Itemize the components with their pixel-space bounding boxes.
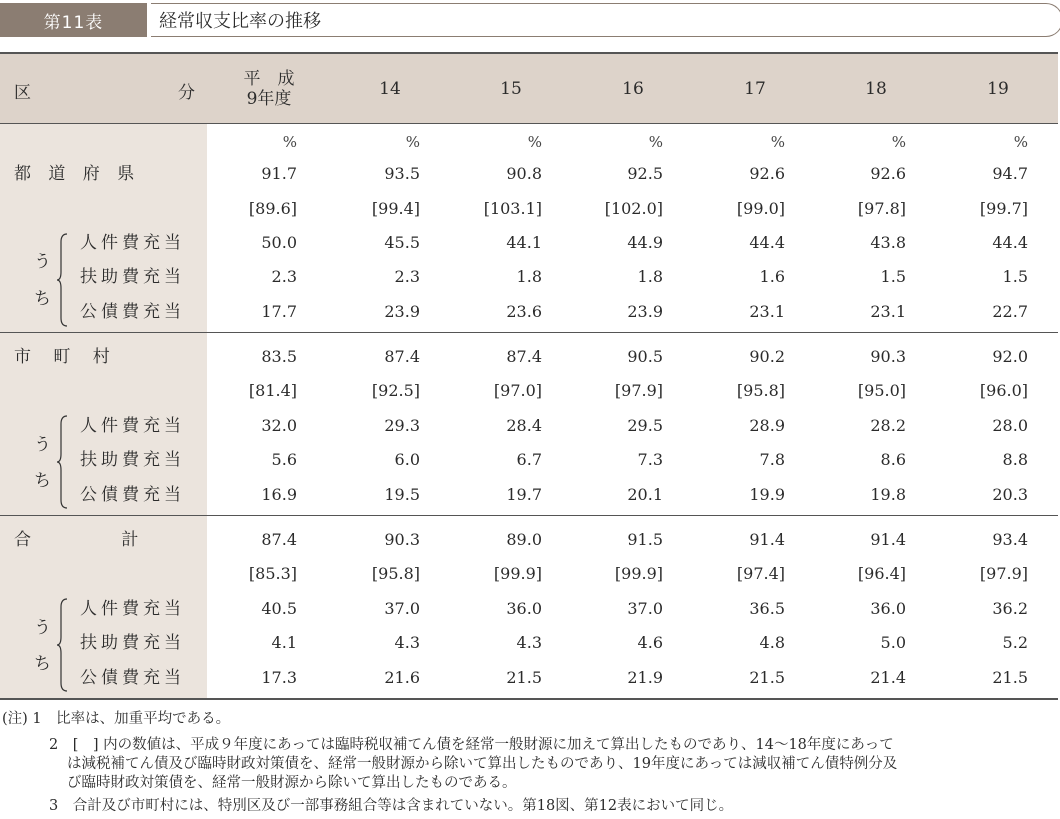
table-cell: 21.6 — [384, 668, 420, 687]
table-cell: 92.6 — [870, 164, 906, 183]
table-cell: [96.4] — [857, 564, 906, 583]
table-cell: [102.0] — [604, 199, 663, 218]
note-line: 2 [ ] 内の数値は、平成９年度にあっては臨時税収補てん債を経常一般財源に加えて算出したものであり、14〜18年度にあって — [49, 737, 894, 753]
header-col-19: 19 — [987, 79, 1009, 99]
table-cell: 92.5 — [627, 164, 663, 183]
unit-label: % — [1013, 133, 1028, 151]
table-cell: 90.8 — [506, 164, 542, 183]
table-cell: 21.5 — [992, 668, 1028, 687]
row-label: 市 町 村 — [14, 347, 110, 367]
table-cell: 5.0 — [880, 633, 906, 652]
table-cell: 90.3 — [384, 530, 420, 549]
note-line: は減税補てん債及び臨時財政対策債を、経常一般財源から除いて算出したものであり、19年度にあっては減収補てん債特例分及 — [67, 756, 898, 772]
table-cell: 92.6 — [749, 164, 785, 183]
row-label: 都 道 府 県 — [14, 164, 141, 184]
table-cell: 28.2 — [870, 416, 906, 435]
header-col-18: 18 — [865, 79, 887, 99]
unit-row — [0, 127, 1058, 157]
table-cell: 4.8 — [759, 633, 785, 652]
table-cell: 4.3 — [394, 633, 420, 652]
table-cell: [99.9] — [614, 564, 663, 583]
table-cell: 91.4 — [749, 530, 785, 549]
unit-label: % — [648, 133, 663, 151]
unit-label: % — [527, 133, 542, 151]
table-cell: 87.4 — [384, 347, 420, 366]
sub-row-label: 扶助費充当 — [80, 267, 185, 287]
group-divider — [0, 515, 1058, 516]
table-row-bracket — [0, 374, 1058, 408]
table-cell: 21.5 — [506, 668, 542, 687]
table-title-bar — [0, 3, 1056, 37]
table-cell: 91.7 — [261, 164, 297, 183]
header-col-17: 17 — [744, 79, 766, 99]
unit-label: % — [282, 133, 297, 151]
table-cell: 28.4 — [506, 416, 542, 435]
table-cell: 1.6 — [759, 267, 785, 286]
table-row-sub — [0, 592, 1058, 626]
table-row-municipalities — [0, 340, 1058, 374]
header-col-h9: 平 成 9年度 — [243, 69, 295, 109]
table-row-sub — [0, 260, 1058, 294]
table-cell: 32.0 — [261, 416, 297, 435]
table-cell: 8.8 — [1002, 450, 1028, 469]
table-cell: 91.4 — [870, 530, 906, 549]
table-cell: 29.3 — [384, 416, 420, 435]
table-cell: [99.9] — [493, 564, 542, 583]
table-cell: [97.0] — [493, 381, 542, 400]
table-cell: 36.0 — [870, 599, 906, 618]
table-cell: 1.8 — [637, 267, 663, 286]
table-row-sub — [0, 626, 1058, 660]
table-cell: 21.4 — [870, 668, 906, 687]
table-cell: [99.0] — [736, 199, 785, 218]
header-stub-right: 分 — [178, 83, 195, 103]
table-cell: 8.6 — [880, 450, 906, 469]
table-cell: 44.9 — [627, 233, 663, 252]
sub-row-label: 公債費充当 — [80, 485, 185, 505]
table-row-sub — [0, 409, 1058, 443]
unit-label: % — [770, 133, 785, 151]
table-cell: 93.4 — [992, 530, 1028, 549]
table-cell: 23.9 — [384, 302, 420, 321]
sub-row-label: 扶助費充当 — [80, 450, 185, 470]
table-cell: [97.9] — [979, 564, 1028, 583]
table-cell: [89.6] — [248, 199, 297, 218]
row-label: 合 計 — [14, 530, 139, 550]
header-col-16: 16 — [622, 79, 644, 99]
table-cell: 23.1 — [870, 302, 906, 321]
table-cell: 87.4 — [506, 347, 542, 366]
table-cell: 90.5 — [627, 347, 663, 366]
table-cell: 1.5 — [880, 267, 906, 286]
header-col-14: 14 — [379, 79, 401, 99]
table-cell: 7.8 — [759, 450, 785, 469]
uchi-label: ち — [34, 654, 51, 674]
group-divider — [0, 332, 1058, 333]
table-cell: 22.7 — [992, 302, 1028, 321]
table-cell: 45.5 — [384, 233, 420, 252]
table-cell: [95.8] — [736, 381, 785, 400]
table-row-sub — [0, 478, 1058, 512]
table-cell: 92.0 — [992, 347, 1028, 366]
table-cell: 44.4 — [992, 233, 1028, 252]
table-cell: 16.9 — [261, 485, 297, 504]
table-cell: 20.1 — [627, 485, 663, 504]
sub-row-label: 人件費充当 — [80, 599, 185, 619]
table-title: 経常収支比率の推移 — [151, 3, 1060, 37]
table-cell: 6.7 — [516, 450, 542, 469]
table-cell: [85.3] — [248, 564, 297, 583]
table-cell: 90.3 — [870, 347, 906, 366]
table-cell: 21.5 — [749, 668, 785, 687]
table-cell: 19.9 — [749, 485, 785, 504]
table-cell: 43.8 — [870, 233, 906, 252]
table-cell: 28.0 — [992, 416, 1028, 435]
table-cell: [99.4] — [371, 199, 420, 218]
table-cell: 19.5 — [384, 485, 420, 504]
sub-row-label: 人件費充当 — [80, 233, 185, 253]
table-cell: 23.9 — [627, 302, 663, 321]
table-number-tag: 第11表 — [0, 3, 147, 37]
table-cell: 2.3 — [271, 267, 297, 286]
table-cell: [81.4] — [248, 381, 297, 400]
table-cell: 40.5 — [261, 599, 297, 618]
table-cell: 91.5 — [627, 530, 663, 549]
table-row-bracket — [0, 192, 1058, 226]
uchi-label: う — [34, 252, 51, 272]
unit-label: % — [891, 133, 906, 151]
table-cell: 2.3 — [394, 267, 420, 286]
table-row-sub — [0, 661, 1058, 695]
uchi-label: う — [34, 435, 51, 455]
note-line: び臨時財政対策債を、経常一般財源から除いて算出したものである。 — [67, 775, 517, 791]
table-cell: 94.7 — [992, 164, 1028, 183]
table-cell: 19.7 — [506, 485, 542, 504]
uchi-label: ち — [34, 471, 51, 491]
table-cell: [92.5] — [371, 381, 420, 400]
table-cell: 1.8 — [516, 267, 542, 286]
table-row-prefectures — [0, 157, 1058, 191]
unit-label: % — [405, 133, 420, 151]
table-cell: 4.1 — [271, 633, 297, 652]
table-cell: [96.0] — [979, 381, 1028, 400]
uchi-label: う — [34, 618, 51, 638]
table-row-total — [0, 523, 1058, 557]
table-cell: [103.1] — [483, 199, 542, 218]
table-cell: 28.9 — [749, 416, 785, 435]
table-header-row — [0, 52, 1058, 124]
table-cell: 44.1 — [506, 233, 542, 252]
table-cell: 20.3 — [992, 485, 1028, 504]
table-cell: [97.8] — [857, 199, 906, 218]
table-cell: 23.6 — [506, 302, 542, 321]
table-cell: [97.4] — [736, 564, 785, 583]
table-cell: 36.5 — [749, 599, 785, 618]
table-cell: 17.7 — [261, 302, 297, 321]
table-row-bracket — [0, 557, 1058, 591]
table-cell: 44.4 — [749, 233, 785, 252]
table-cell: [97.9] — [614, 381, 663, 400]
note-line: 3 合計及び市町村には、特別区及び一部事務組合等は含まれていない。第18図、第12表において同じ。 — [49, 798, 734, 814]
sub-row-label: 扶助費充当 — [80, 633, 185, 653]
table-cell: [95.8] — [371, 564, 420, 583]
table-cell: 19.8 — [870, 485, 906, 504]
table-cell: 89.0 — [506, 530, 542, 549]
table-cell: 1.5 — [1002, 267, 1028, 286]
table-cell: 4.3 — [516, 633, 542, 652]
table-cell: 17.3 — [261, 668, 297, 687]
table-cell: 83.5 — [261, 347, 297, 366]
table-cell: 37.0 — [384, 599, 420, 618]
table-cell: 6.0 — [394, 450, 420, 469]
header-col-15: 15 — [500, 79, 522, 99]
table-cell: 93.5 — [384, 164, 420, 183]
table-cell: 23.1 — [749, 302, 785, 321]
sub-row-label: 公債費充当 — [80, 668, 185, 688]
table-cell: [99.7] — [979, 199, 1028, 218]
table-cell: 7.3 — [637, 450, 663, 469]
table-cell: 36.0 — [506, 599, 542, 618]
sub-row-label: 人件費充当 — [80, 416, 185, 436]
table-cell: 87.4 — [261, 530, 297, 549]
table-cell: 5.2 — [1002, 633, 1028, 652]
table-cell: 4.6 — [637, 633, 663, 652]
table-cell: 36.2 — [992, 599, 1028, 618]
table-row-sub — [0, 295, 1058, 329]
uchi-label: ち — [34, 289, 51, 309]
table-cell: 37.0 — [627, 599, 663, 618]
table-cell: 5.6 — [271, 450, 297, 469]
sub-row-label: 公債費充当 — [80, 302, 185, 322]
table-cell: [95.0] — [857, 381, 906, 400]
table-bottom-rule — [0, 698, 1058, 700]
table-cell: 29.5 — [627, 416, 663, 435]
header-stub-left: 区 — [14, 83, 31, 103]
table-row-sub — [0, 443, 1058, 477]
table-cell: 90.2 — [749, 347, 785, 366]
table-row-sub — [0, 226, 1058, 260]
table-cell: 21.9 — [627, 668, 663, 687]
note-line: (注) 1 比率は、加重平均である。 — [2, 711, 231, 727]
table-cell: 50.0 — [261, 233, 297, 252]
